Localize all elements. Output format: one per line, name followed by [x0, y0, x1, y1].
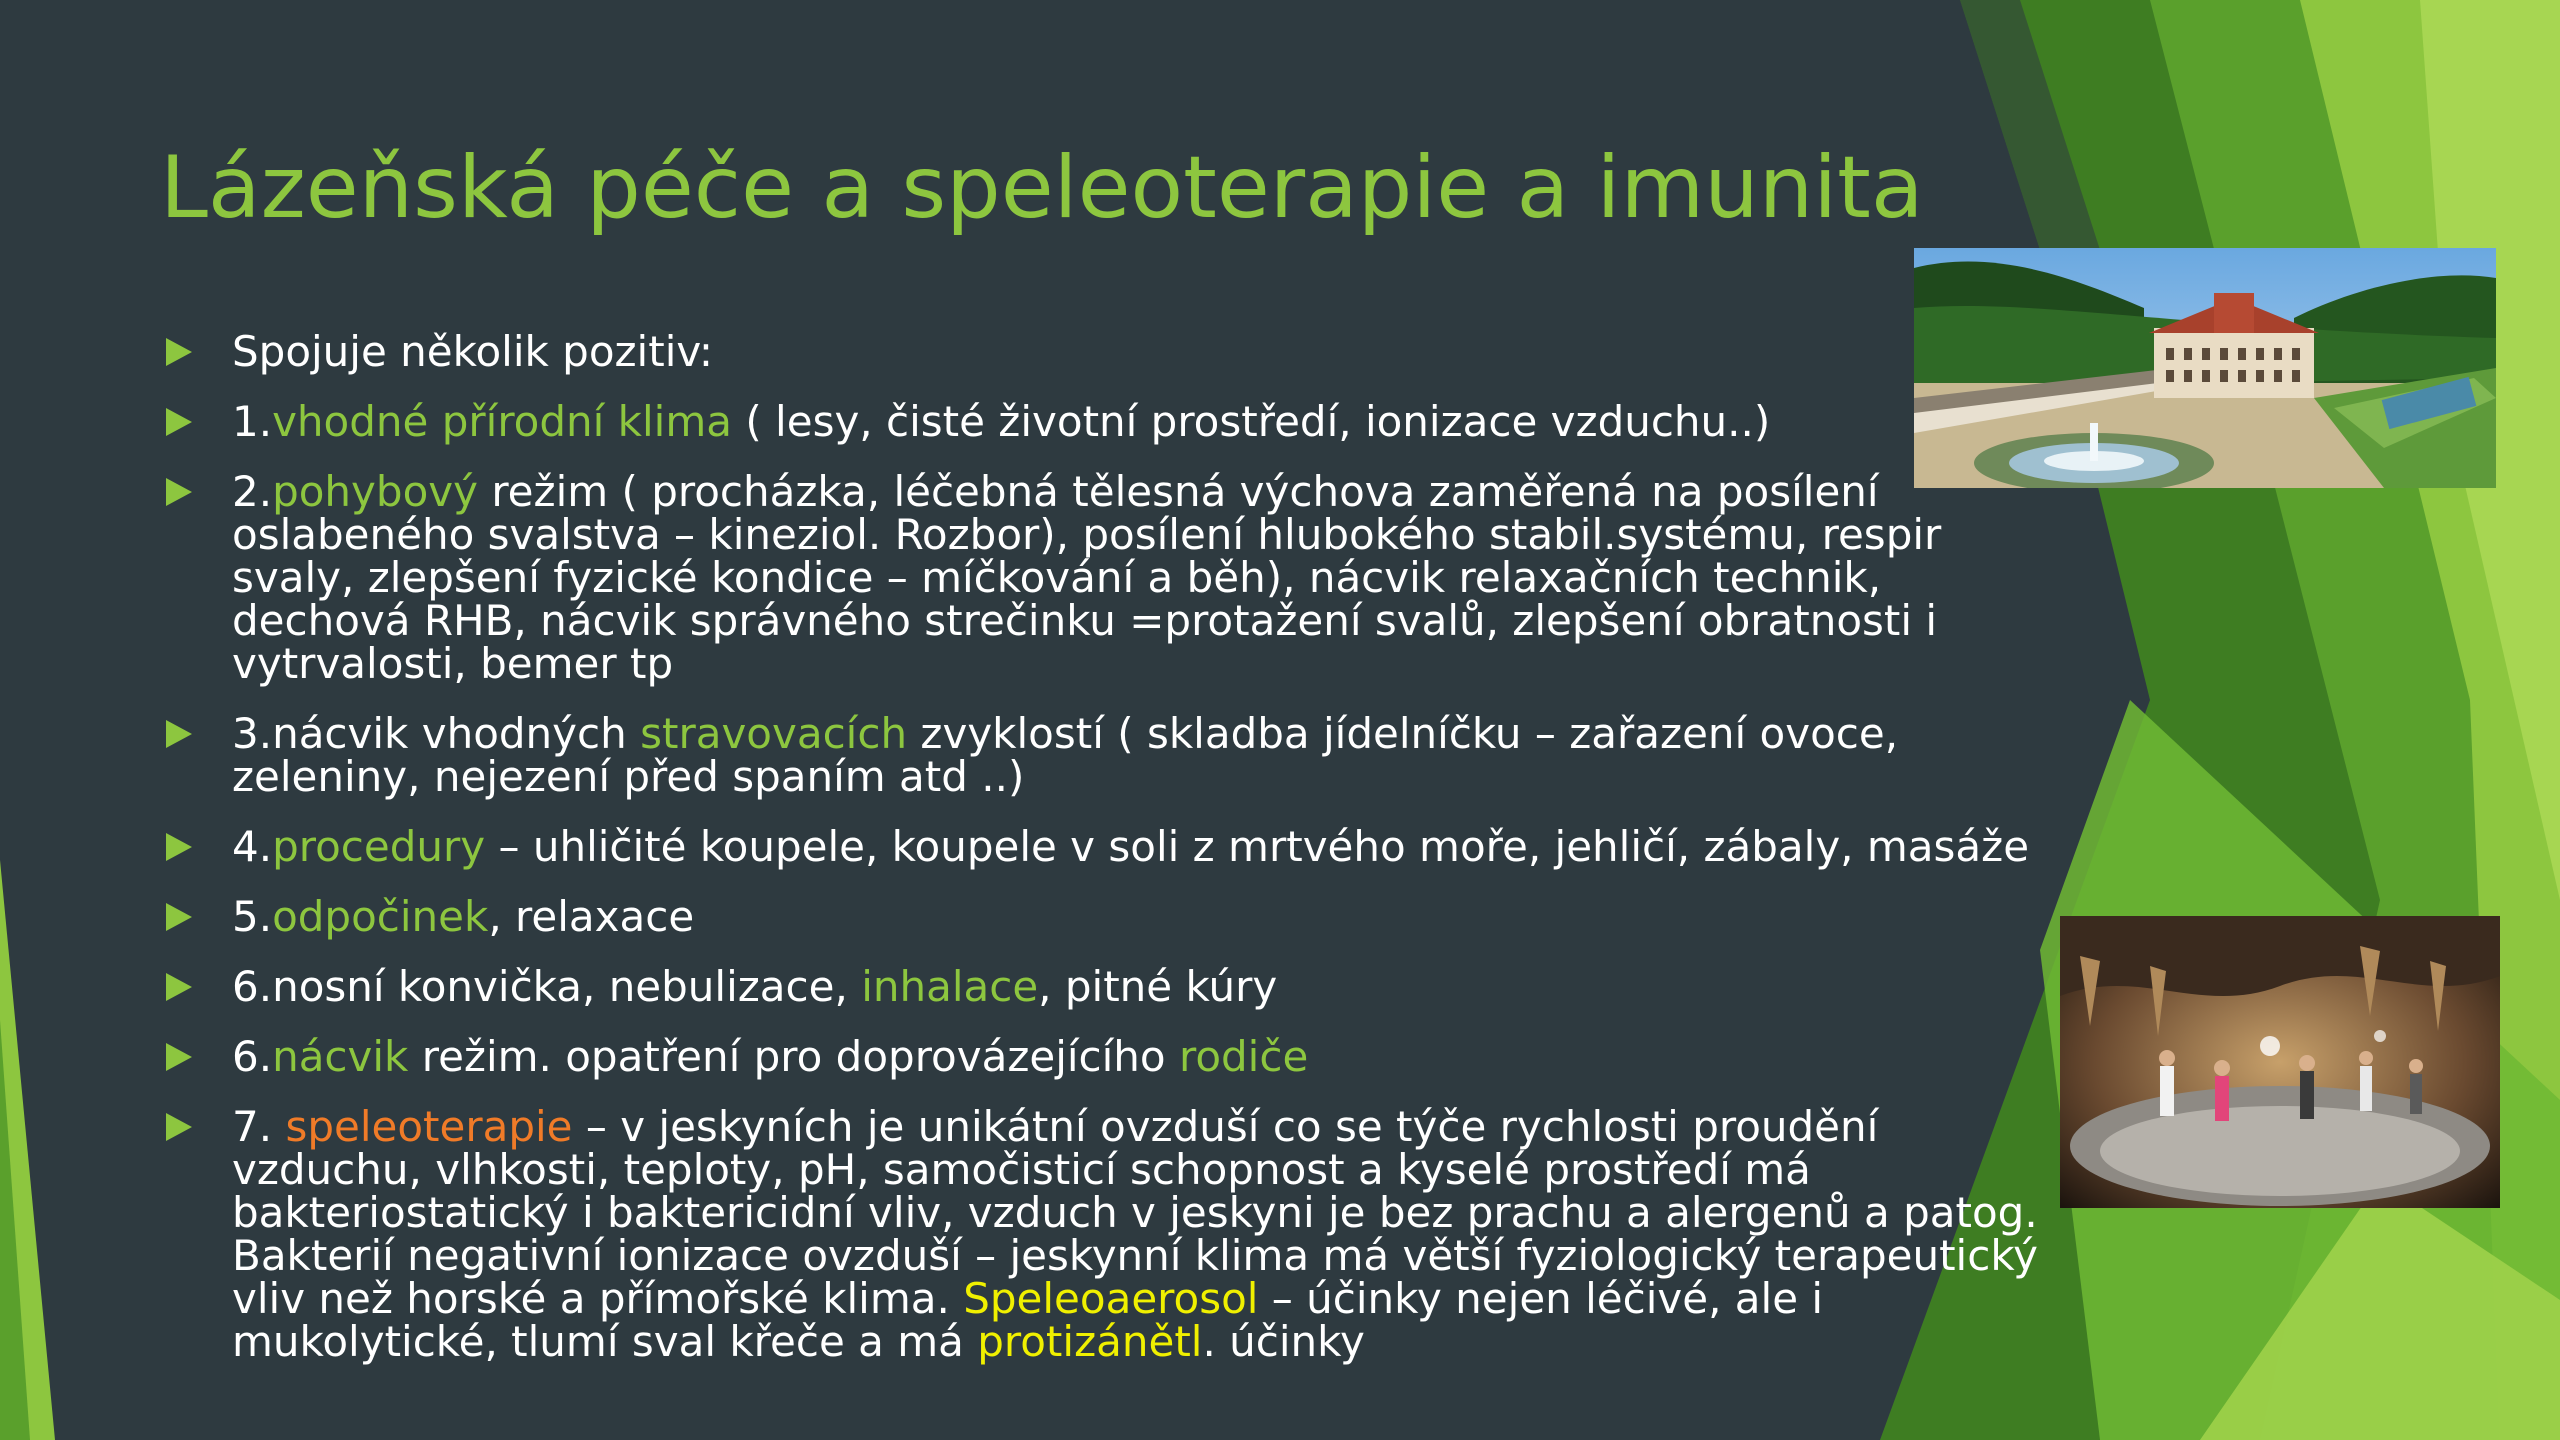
bullet-item: [160, 962, 2060, 1011]
bullet-item: [160, 397, 2060, 446]
bullet-list: [160, 327, 2060, 1390]
bullet-text: zvyklostí ( skladba jídelníčku – zařazení ovoce, zeleniny, nejezení před spaním atd ..): [232, 709, 1899, 801]
highlight-green: nácvik: [272, 1032, 409, 1081]
triangle-right-icon: [166, 973, 192, 1001]
highlight-yellow: Speleoaerosol: [963, 1274, 1259, 1323]
bullet-text: ( lesy, čisté životní prostředí, ionizace vzduchu..): [731, 397, 1771, 446]
bullet-text: – v jeskyních je unikátní ovzduší co se týče rychlosti proudění vzduchu, vlhkosti, teploty, pH, samočisticí schopnost a kyselé prostředí má bakteriostatický i baktericidní vliv, vzduch v jeskyni je bez prachu a alergenů a patog. Bakterií negativní ionizace ovzduší – jeskynní klima má větší fyziologický terapeutický vliv než horské a přímořské klima.: [232, 1102, 2038, 1323]
bullet-text: , pitné kúry: [1038, 962, 1278, 1011]
slide-title: Lázeňská péče a speleoterapie a imunita: [160, 138, 1924, 238]
bullet-text: 6.: [232, 1032, 273, 1081]
bullet-text: 6.nosní konvička, nebulizace,: [232, 962, 862, 1011]
cave-photo: [2060, 916, 2500, 1208]
spa-photo: [1914, 248, 2496, 488]
bullet-text: 4.: [232, 822, 273, 871]
bullet-text: , relaxace: [488, 892, 695, 941]
bullet-text: – účinky nejen léčivé, ale i mukolytické, tlumí sval křeče a má: [232, 1274, 1824, 1366]
bullet-text: . účinky: [1202, 1317, 1365, 1366]
bullet-item: [160, 1032, 2060, 1081]
triangle-right-icon: [166, 720, 192, 748]
bullet-text: režim. opatření pro doprovázejícího: [408, 1032, 1179, 1081]
bullet-item: [160, 1102, 2060, 1366]
highlight-orange: speleoterapie: [285, 1102, 573, 1151]
triangle-right-icon: [166, 903, 192, 931]
highlight-green: odpočinek: [272, 892, 489, 941]
bullet-text: 5.: [232, 892, 273, 941]
bullet-text: 1.: [232, 397, 273, 446]
bullet-text: 2.: [232, 467, 273, 516]
bullet-item: [160, 467, 2060, 688]
highlight-green: pohybový: [272, 467, 478, 516]
highlight-green: rodiče: [1178, 1032, 1309, 1081]
bullet-text: – uhličité koupele, koupele v soli z mrtvého moře, jehličí, zábaly, masáže: [485, 822, 2030, 871]
bullet-text: režim ( procházka, léčebná tělesná výchova zaměřená na posílení oslabeného svalstva – kineziol. Rozbor), posílení hlubokého stabil.systému, respir svaly, zlepšení fyzické kondice – míčkování a běh), nácvik relaxačních technik, dechová RHB, nácvik správného strečinku =protažení svalů, zlepšení obratnosti i vytrvalosti, bemer tp: [232, 467, 1942, 688]
triangle-right-icon: [166, 1043, 192, 1071]
triangle-right-icon: [166, 338, 192, 366]
bullet-text: Spojuje několik pozitiv:: [232, 327, 714, 376]
bullet-item: [160, 822, 2060, 871]
bullet-item: [160, 892, 2060, 941]
highlight-yellow: protizánětl: [977, 1317, 1203, 1366]
bullet-text: 3.nácvik vhodných: [232, 709, 641, 758]
highlight-green: vhodné přírodní klima: [272, 397, 732, 446]
bullet-item: [160, 709, 2060, 801]
highlight-green: procedury: [272, 822, 486, 871]
bullet-text: 7.: [232, 1102, 286, 1151]
bullet-item: [160, 327, 2060, 376]
triangle-right-icon: [166, 1113, 192, 1141]
triangle-right-icon: [166, 833, 192, 861]
triangle-right-icon: [166, 408, 192, 436]
highlight-green: inhalace: [861, 962, 1039, 1011]
triangle-right-icon: [166, 478, 192, 506]
highlight-green: stravovacích: [640, 709, 908, 758]
